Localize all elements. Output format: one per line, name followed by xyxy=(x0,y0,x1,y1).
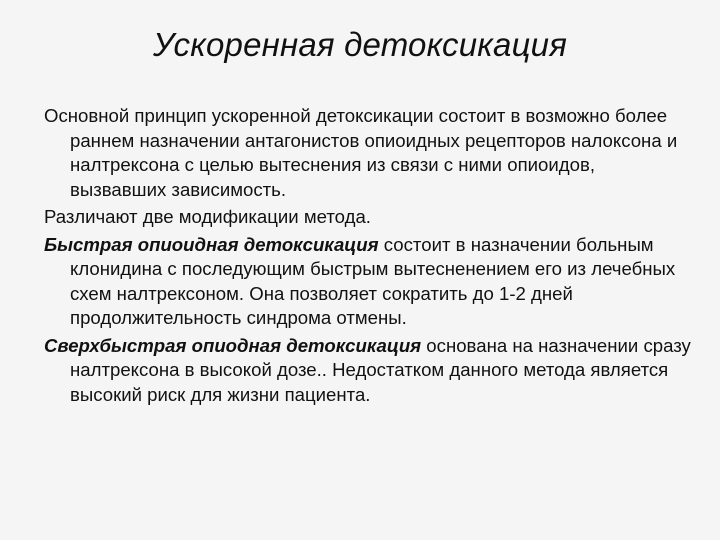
term-ultra-rapid-detox: Сверхбыстрая опиодная детоксикация xyxy=(44,334,422,356)
paragraph-modifications xyxy=(44,205,694,230)
slide-title: Ускоренная детоксикация xyxy=(152,26,568,63)
paragraph-text: состоит в назначении больным клонидина с последующим быстрым вытесненением его из лечебных схем налтрексоном. Она позволяет сократить до 1-2 дней продолжительность синдрома отмены. xyxy=(70,233,676,328)
paragraph-rapid-detox xyxy=(44,233,694,331)
term-rapid-detox: Быстрая опиоидная детоксикация xyxy=(44,233,379,255)
paragraph-ultra-rapid-detox xyxy=(44,334,694,408)
paragraph-principle xyxy=(44,104,694,202)
paragraph-text: основана на назначении сразу налтрексона в высокой дозе.. Недостатком данного метода является высокий риск для жизни пациента. xyxy=(70,334,691,405)
slide-body xyxy=(44,104,694,410)
paragraph-text: Основной принцип ускоренной детоксикации состоит в возможно более раннем назначении антагонистов опиоидных рецепторов налоксона и налтрексона с целью вытеснения из связи с ними опиоидов, вызвавших зависимость. xyxy=(44,105,678,200)
paragraph-text: Различают две модификации метода. xyxy=(44,206,371,227)
